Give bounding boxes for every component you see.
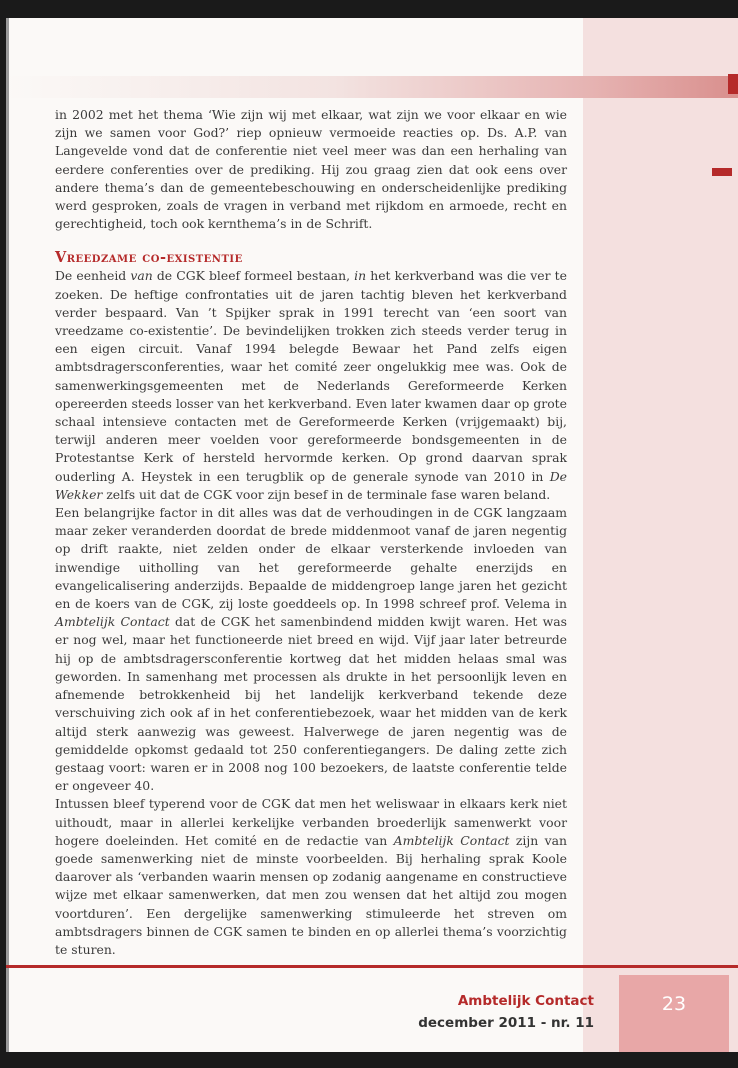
footer-magazine-title: Ambtelijk Contact [457,993,594,1009]
top-color-band [6,76,738,98]
paragraph-vreedzame: De eenheid van de CGK bleef formeel bestaan, in het kerkverband was die ver te zoeken. De heftige confrontaties uit de jaren tachtig bleven het kerkverband verder bespaard. Van ’t Spijker sprak in 1991 terecht van ‘een soort van vreedzame co-existentie’. De bevindelijken trokken zich steeds verder terug in een eigen circuit. Vanaf 1994 belegde Bewaar het Pand zelfs eigen ambtsdragersconferenties, waar het comité zeer ongelukkig mee was. Ook de samenwerkingsgemeenten met de Nederlands Gereformeerde Kerken opereerden steeds losser van het kerkverband. Even later kwamen daar op grote schaal intensieve contacten met de Gereformeerde Kerken (vrijgemaakt) bij, terwijl anderen meer voelden voor gereformeerde bondsgemeenten in de Protestantse Kerk of hersteld hervormde kerken. Op grond daarvan sprak ouderling A. Heystek in een terugblik op de generale synode van 2010 in De Wekker zelfs uit dat de CGK voor zijn besef in de terminale fase waren beland. [55,268,567,502]
footer-issue: december 2011 - nr. 11 [418,1015,594,1031]
section-heading: Vreedzame co-existentie [55,249,243,267]
article-body [55,106,567,959]
page-number-box [619,975,729,1052]
bottom-rule [6,965,738,968]
magazine-page [6,18,738,1052]
intro-paragraph: in 2002 met het thema ‘Wie zijn wij met elkaar, wat zijn we voor elkaar en wie zijn we samen voor God?’ riep opnieuw vermoeide reacties op. Ds. A.P. van Langevelde vond dat de conferentie niet veel meer was dan een herhaling van eerdere conferenties over de prediking. Hij zou graag zien dat ook eens over andere thema’s dan de gemeentebeschouwing en onderscheidenlijke prediking werd gesproken, zoals de vragen in verband met rijkdom en armoede, recht en gerechtigheid, toch ook kernthema’s in de Schrift. [55,107,567,232]
top-accent-tick [728,74,738,94]
side-accent-tick [712,168,732,176]
page-number: 23 [661,993,687,1015]
page-footer [418,990,594,1034]
page-fold-edge [6,18,9,1052]
paragraph-samenwerking: Intussen bleef typerend voor de CGK dat men het weliswaar in elkaars kerk niet uithoudt, maar in allerlei kerkelijke verbanden broederlijk samenwerkt voor hogere doeleinden. Het comité en de redactie van Ambtelijk Contact zijn van goede samenwerking niet de minste voorbeelden. Bij herhaling sprak Koole daarover als ‘verbanden waarin mensen op zodanig aangename en constructieve wijze met elkaar samenwerken, dat men zou wensen dat het altijd zou mogen voortduren’. Een dergelijke samenwerking stimuleerde het streven om ambtsdragers binnen de CGK samen te binden en op allerlei thema’s voorzichtig te sturen. [55,796,567,957]
paragraph-middengroep: Een belangrijke factor in dit alles was dat de verhoudingen in de CGK langzaam maar zeker veranderden doordat de brede middenmoot vanaf de jaren negentig op drift raakte, niet zelden onder de elkaar versterkende invloeden van inwendige uitholling van het gereformeerde gehalte enerzijds en evangelicalisering anderzijds. Bepaalde de middengroep lange jaren het gezicht en de koers van de CGK, zij loste goeddeels op. In 1998 schreef prof. Velema in Ambtelijk Contact dat de CGK het samenbindend midden kwijt waren. Het was er nog wel, maar het functioneerde niet breed en wijd. Vijf jaar later betreurde hij op de ambtsdragersconferentie kortweg dat het midden helaas smal was geworden. In samenhang met processen als drukte in het persoonlijk leven en afnemende betrokkenheid bij het landelijk kerkverband tekende deze verschuiving zich ook af in het conferentiebezoek, waar het midden van de kerk altijd sterk aanwezig was geweest. Halverwege de jaren negentig was de gemiddelde opkomst gedaald tot 250 conferentiegangers. De daling zette zich gestaag voort: waren er in 2008 nog 100 bezoekers, de laatste conferentie telde er ongeveer 40. [55,505,567,794]
